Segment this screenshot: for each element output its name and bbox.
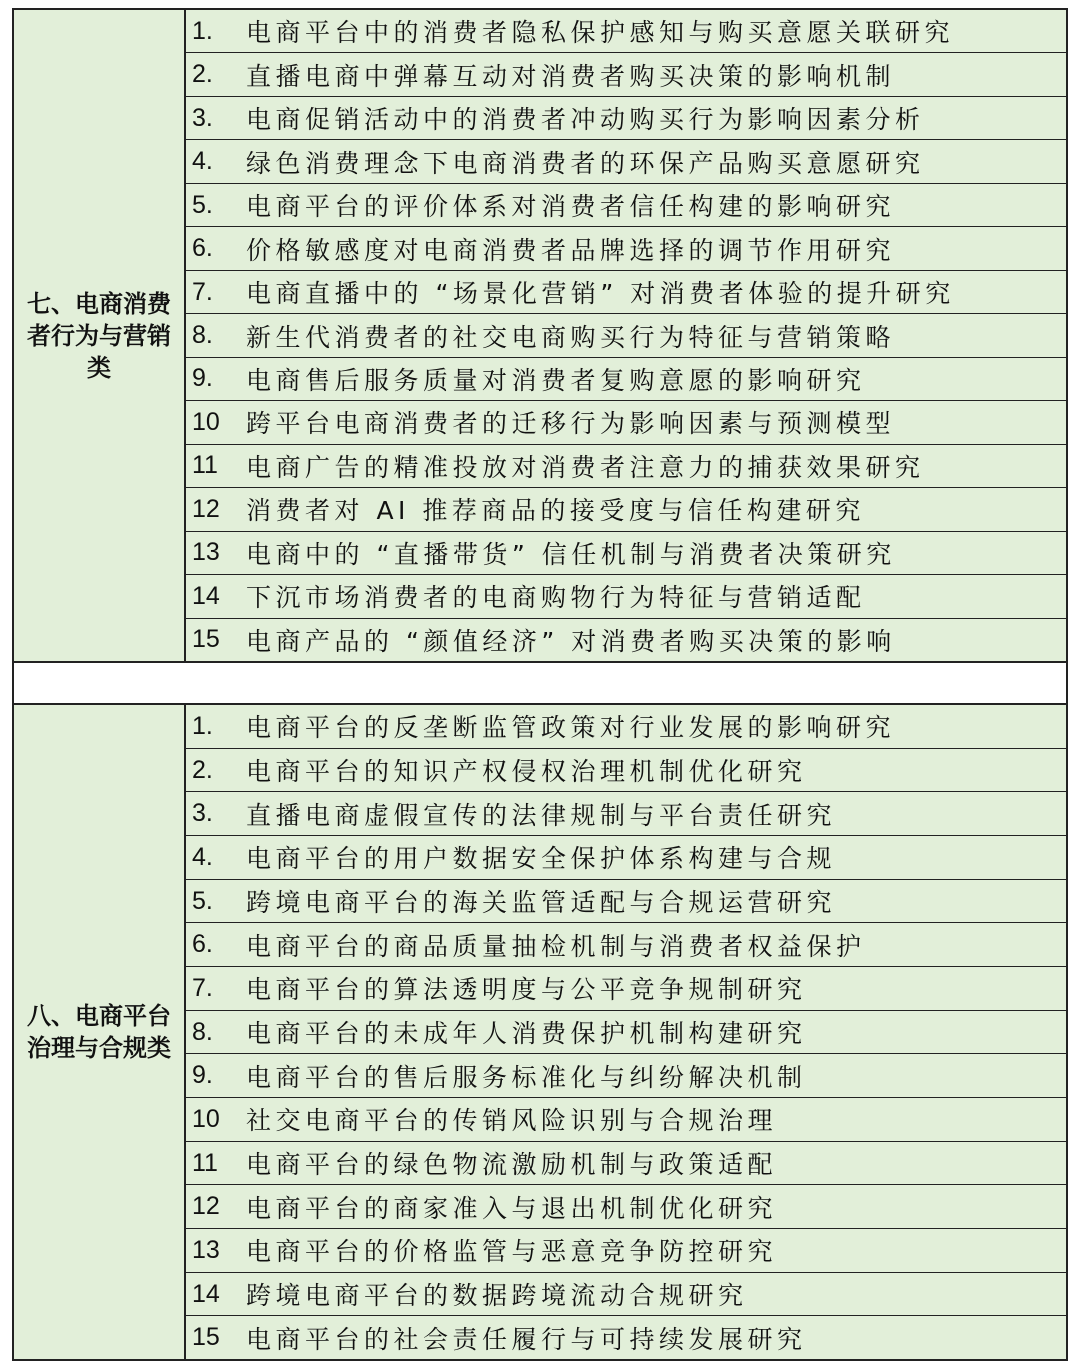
table-row — [186, 619, 1066, 661]
item-title: 电商平台的售后服务标准化与纠纷解决机制 — [246, 1062, 807, 1092]
item-number: 7. — [192, 277, 213, 306]
item-title: 电商促销活动中的消费者冲动购买行为影响因素分析 — [246, 105, 925, 135]
item-number: 12 — [192, 1192, 220, 1221]
item-number: 11 — [192, 1148, 218, 1177]
topic-list — [186, 10, 1066, 661]
table-row — [186, 227, 1066, 270]
table-row — [186, 967, 1066, 1011]
item-title: 电商平台的反垄断监管政策对行业发展的影响研究 — [246, 713, 896, 743]
item-title: 跨平台电商消费者的迁移行为影响因素与预测模型 — [246, 409, 896, 439]
item-title: 电商平台的商品质量抽检机制与消费者权益保护 — [246, 931, 866, 961]
item-number: 6. — [192, 234, 213, 263]
item-title: 电商平台的算法透明度与公平竞争规制研究 — [246, 975, 807, 1005]
item-number: 4. — [192, 147, 213, 176]
table-row — [186, 1142, 1066, 1186]
item-number: 14 — [192, 581, 220, 610]
table-row — [186, 792, 1066, 836]
item-title: 电商平台的知识产权侵权治理机制优化研究 — [246, 757, 807, 786]
topic-table-section-eight — [12, 703, 1068, 1361]
item-title: 电商平台的社会责任履行与可持续发展研究 — [246, 1324, 807, 1354]
item-title: 价格敏感度对电商消费者品牌选择的调节作用研究 — [246, 235, 896, 265]
table-row — [186, 532, 1066, 575]
table-row — [186, 184, 1066, 227]
table-row — [186, 488, 1066, 531]
category-cell: 八、电商平台治理与合规类 — [14, 705, 186, 1359]
item-title: 电商平台的商家准入与退出机制优化研究 — [246, 1193, 778, 1223]
item-number: 10 — [192, 407, 220, 436]
item-number: 8. — [192, 1017, 213, 1046]
item-number: 2. — [192, 755, 213, 784]
item-number: 8. — [192, 321, 213, 350]
item-title: 跨境电商平台的数据跨境流动合规研究 — [246, 1281, 748, 1311]
table-row — [186, 1098, 1066, 1142]
table-row — [186, 1316, 1066, 1359]
table-row — [186, 880, 1066, 924]
table-row — [186, 1054, 1066, 1098]
item-title: 电商中的 “直播带货” 信任机制与消费者决策研究 — [246, 539, 896, 569]
category-cell: 七、电商消费者行为与营销类 — [14, 10, 186, 661]
item-title: 电商平台的用户数据安全保护体系构建与合规 — [246, 844, 837, 874]
table-row — [186, 1185, 1066, 1229]
item-number: 10 — [192, 1104, 220, 1133]
table-row — [186, 53, 1066, 96]
topic-table-section-seven — [12, 8, 1068, 663]
item-title: 消费者对 AI 推荐商品的接受度与信任构建研究 — [246, 496, 865, 526]
item-number: 13 — [192, 538, 220, 567]
table-row — [186, 401, 1066, 444]
table-row — [186, 358, 1066, 401]
item-number: 7. — [192, 973, 213, 1002]
item-title: 电商平台的未成年人消费保护机制构建研究 — [246, 1019, 807, 1049]
item-number: 5. — [192, 190, 213, 219]
item-title: 电商直播中的 “场景化营销” 对消费者体验的提升研究 — [246, 279, 955, 309]
table-row — [186, 314, 1066, 357]
item-number: 15 — [192, 625, 220, 654]
item-title: 新生代消费者的社交电商购买行为特征与营销策略 — [246, 322, 896, 352]
topic-list — [186, 705, 1066, 1359]
item-number: 15 — [192, 1323, 220, 1352]
item-number: 6. — [192, 930, 213, 959]
table-row — [186, 923, 1066, 967]
item-title: 绿色消费理念下电商消费者的环保产品购买意愿研究 — [246, 148, 925, 178]
item-title: 电商平台中的消费者隐私保护感知与购买意愿关联研究 — [246, 18, 955, 48]
table-row — [186, 1273, 1066, 1317]
item-number: 3. — [192, 103, 213, 132]
section-spacer — [12, 663, 1068, 703]
item-title: 电商平台的价格监管与恶意竞争防控研究 — [246, 1237, 778, 1267]
item-title: 电商产品的 “颜值经济” 对消费者购买决策的影响 — [246, 626, 896, 656]
item-title: 跨境电商平台的海关监管适配与合规运营研究 — [246, 888, 837, 918]
item-number: 9. — [192, 1061, 213, 1090]
table-row — [186, 1229, 1066, 1273]
item-number: 14 — [192, 1279, 220, 1308]
item-number: 2. — [192, 60, 213, 89]
table-row — [186, 575, 1066, 618]
item-title: 电商售后服务质量对消费者复购意愿的影响研究 — [246, 365, 866, 395]
table-row — [186, 10, 1066, 53]
table-row — [186, 705, 1066, 749]
table-row — [186, 836, 1066, 880]
item-number: 1. — [192, 711, 213, 740]
item-title: 电商平台的评价体系对消费者信任构建的影响研究 — [246, 192, 896, 222]
table-row — [186, 1011, 1066, 1055]
item-number: 4. — [192, 842, 213, 871]
table-row — [186, 140, 1066, 183]
item-title: 直播电商虚假宣传的法律规制与平台责任研究 — [246, 800, 837, 830]
item-title: 直播电商中弹幕互动对消费者购买决策的影响机制 — [246, 61, 896, 91]
table-row — [186, 749, 1066, 793]
item-title: 下沉市场消费者的电商购物行为特征与营销适配 — [246, 583, 866, 613]
table-row — [186, 97, 1066, 140]
item-number: 3. — [192, 799, 213, 828]
item-number: 13 — [192, 1235, 220, 1264]
item-title: 电商平台的绿色物流激励机制与政策适配 — [246, 1150, 778, 1180]
item-title: 电商广告的精准投放对消费者注意力的捕获效果研究 — [246, 452, 925, 482]
item-number: 5. — [192, 886, 213, 915]
table-row — [186, 445, 1066, 488]
item-number: 1. — [192, 16, 213, 45]
item-number: 12 — [192, 494, 220, 523]
item-number: 11 — [192, 451, 218, 480]
item-number: 9. — [192, 364, 213, 393]
item-title: 社交电商平台的传销风险识别与合规治理 — [246, 1106, 778, 1136]
table-row — [186, 271, 1066, 314]
